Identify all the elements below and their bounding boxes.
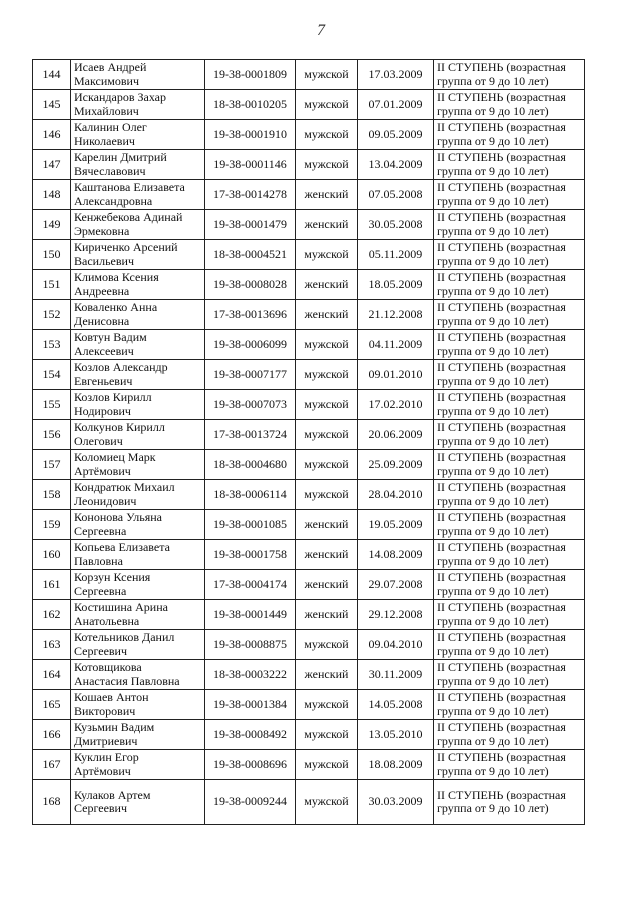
surname-given-name: Кузьмин Вадим [74,720,155,734]
gender: мужской [296,60,358,90]
row-number: 162 [33,600,71,630]
participant-name [71,150,205,180]
birth-date: 19.05.2009 [358,510,434,540]
patronymic: Александровна [74,193,153,208]
table-row [33,180,585,210]
gender: мужской [296,750,358,780]
patronymic: Денисовна [74,313,130,328]
patronymic: Артёмович [74,463,131,478]
stage-line-2: группа от 9 до 10 лет) [437,801,549,815]
table-row [33,600,585,630]
gender: мужской [296,630,358,660]
participant-name [71,180,205,210]
row-number: 149 [33,210,71,240]
stage-line-1: II СТУПЕНЬ (возрастная [437,330,566,344]
row-number: 151 [33,270,71,300]
stage-description [434,120,585,150]
gender: мужской [296,240,358,270]
table-row [33,450,585,480]
stage-line-1: II СТУПЕНЬ (возрастная [437,270,566,284]
participant-name [71,660,205,690]
surname-given-name: Искандаров Захар [74,90,166,104]
patronymic: Викторович [74,703,136,718]
surname-given-name: Коломиец Марк [74,450,156,464]
patronymic: Леонидович [74,493,137,508]
table-row [33,480,585,510]
stage-line-1: II СТУПЕНЬ (возрастная [437,690,566,704]
uin-number: 19-38-0001384 [205,690,296,720]
stage-description [434,630,585,660]
stage-description [434,510,585,540]
row-number: 154 [33,360,71,390]
patronymic: Андреевна [74,283,130,298]
uin-number: 19-38-0001758 [205,540,296,570]
birth-date: 14.05.2008 [358,690,434,720]
gender: мужской [296,390,358,420]
surname-given-name: Кошаев Антон [74,690,149,704]
uin-number: 19-38-0006099 [205,330,296,360]
row-number: 168 [33,780,71,825]
gender: мужской [296,150,358,180]
stage-line-2: группа от 9 до 10 лет) [437,313,549,328]
birth-date: 07.01.2009 [358,90,434,120]
uin-number: 19-38-0001809 [205,60,296,90]
stage-description [434,750,585,780]
gender: мужской [296,480,358,510]
uin-number: 19-38-0001479 [205,210,296,240]
gender: мужской [296,360,358,390]
surname-given-name: Кононова Ульяна [74,510,162,524]
row-number: 160 [33,540,71,570]
gender: женский [296,180,358,210]
stage-line-2: группа от 9 до 10 лет) [437,163,549,178]
stage-line-2: группа от 9 до 10 лет) [437,553,549,568]
uin-number: 19-38-0001449 [205,600,296,630]
uin-number: 19-38-0001146 [205,150,296,180]
patronymic: Эрмековна [74,223,130,238]
participant-name [71,90,205,120]
table-row [33,330,585,360]
stage-line-1: II СТУПЕНЬ (возрастная [437,210,566,224]
patronymic: Евгеньевич [74,373,133,388]
patronymic: Анатольевна [74,613,140,628]
surname-given-name: Колкунов Кирилл [74,420,165,434]
surname-given-name: Котельников Данил [74,630,175,644]
row-number: 155 [33,390,71,420]
row-number: 145 [33,90,71,120]
participant-name [71,360,205,390]
uin-number: 18-38-0004521 [205,240,296,270]
birth-date: 30.11.2009 [358,660,434,690]
stage-description [434,720,585,750]
stage-line-2: группа от 9 до 10 лет) [437,493,549,508]
participant-name [71,750,205,780]
stage-line-2: группа от 9 до 10 лет) [437,403,549,418]
birth-date: 21.12.2008 [358,300,434,330]
gender: мужской [296,120,358,150]
participant-name [71,600,205,630]
gender: мужской [296,690,358,720]
uin-number: 18-38-0006114 [205,480,296,510]
stage-line-1: II СТУПЕНЬ (возрастная [437,750,566,764]
row-number: 150 [33,240,71,270]
table-row [33,570,585,600]
birth-date: 14.08.2009 [358,540,434,570]
birth-date: 25.09.2009 [358,450,434,480]
birth-date: 09.04.2010 [358,630,434,660]
gender: мужской [296,330,358,360]
row-number: 165 [33,690,71,720]
stage-line-2: группа от 9 до 10 лет) [437,373,549,388]
uin-number: 18-38-0003222 [205,660,296,690]
participant-name [71,690,205,720]
stage-line-2: группа от 9 до 10 лет) [437,133,549,148]
patronymic: Сергеевич [74,801,128,815]
row-number: 157 [33,450,71,480]
surname-given-name: Костишина Арина [74,600,168,614]
table-row [33,90,585,120]
participant-name [71,120,205,150]
participant-name [71,60,205,90]
participant-name [71,720,205,750]
row-number: 152 [33,300,71,330]
patronymic: Сергеевич [74,643,128,658]
stage-line-2: группа от 9 до 10 лет) [437,253,549,268]
stage-line-2: группа от 9 до 10 лет) [437,583,549,598]
participant-name [71,330,205,360]
stage-line-1: II СТУПЕНЬ (возрастная [437,180,566,194]
table-row [33,360,585,390]
stage-description [434,690,585,720]
stage-description [434,480,585,510]
birth-date: 17.02.2010 [358,390,434,420]
surname-given-name: Кенжебекова Адинай [74,210,183,224]
stage-line-1: II СТУПЕНЬ (возрастная [437,240,566,254]
row-number: 166 [33,720,71,750]
uin-number: 19-38-0008696 [205,750,296,780]
birth-date: 07.05.2008 [358,180,434,210]
stage-line-2: группа от 9 до 10 лет) [437,103,549,118]
stage-line-2: группа от 9 до 10 лет) [437,613,549,628]
surname-given-name: Кулаков Артем [74,787,151,802]
row-number: 159 [33,510,71,540]
table-row [33,390,585,420]
gender: женский [296,540,358,570]
patronymic: Михайлович [74,103,139,118]
stage-line-1: II СТУПЕНЬ (возрастная [437,660,566,674]
row-number: 167 [33,750,71,780]
stage-description [434,540,585,570]
stage-line-2: группа от 9 до 10 лет) [437,643,549,658]
stage-description [434,270,585,300]
stage-line-1: II СТУПЕНЬ (возрастная [437,60,566,74]
gender: мужской [296,420,358,450]
table-row [33,270,585,300]
stage-line-2: группа от 9 до 10 лет) [437,193,549,208]
patronymic: Нодирович [74,403,131,418]
table-row [33,750,585,780]
participant-name [71,780,205,825]
stage-line-1: II СТУПЕНЬ (возрастная [437,480,566,494]
birth-date: 29.12.2008 [358,600,434,630]
birth-date: 04.11.2009 [358,330,434,360]
row-number: 144 [33,60,71,90]
row-number: 161 [33,570,71,600]
stage-line-1: II СТУПЕНЬ (возрастная [437,390,566,404]
surname-given-name: Исаев Андрей [74,60,147,74]
gender: женский [296,570,358,600]
row-number: 147 [33,150,71,180]
uin-number: 17-38-0013696 [205,300,296,330]
stage-line-2: группа от 9 до 10 лет) [437,463,549,478]
surname-given-name: Ковтун Вадим [74,330,147,344]
stage-description [434,660,585,690]
uin-number: 17-38-0004174 [205,570,296,600]
surname-given-name: Копьева Елизавета [74,540,170,554]
stage-description [434,600,585,630]
surname-given-name: Кириченко Арсений [74,240,178,254]
gender: женский [296,210,358,240]
gender: мужской [296,450,358,480]
table-row [33,660,585,690]
table-row [33,210,585,240]
participant-name [71,300,205,330]
stage-line-1: II СТУПЕНЬ (возрастная [437,570,566,584]
stage-line-1: II СТУПЕНЬ (возрастная [437,360,566,374]
surname-given-name: Котовщикова [74,660,142,674]
patronymic: Вячеславович [74,163,146,178]
uin-number: 19-38-0001910 [205,120,296,150]
page-number: 7 [317,22,325,39]
patronymic: Анастасия Павловна [74,673,180,688]
stage-description [434,210,585,240]
stage-line-1: II СТУПЕНЬ (возрастная [437,720,566,734]
birth-date: 17.03.2009 [358,60,434,90]
uin-number: 19-38-0008492 [205,720,296,750]
uin-number: 19-38-0007073 [205,390,296,420]
stage-line-1: II СТУПЕНЬ (возрастная [437,787,566,802]
patronymic: Максимович [74,73,139,88]
stage-description [434,420,585,450]
gender: мужской [296,780,358,825]
stage-line-1: II СТУПЕНЬ (возрастная [437,90,566,104]
surname-given-name: Климова Ксения [74,270,159,284]
birth-date: 20.06.2009 [358,420,434,450]
stage-description [434,390,585,420]
roster-body [33,60,585,825]
stage-line-2: группа от 9 до 10 лет) [437,73,549,88]
uin-number: 17-38-0013724 [205,420,296,450]
participant-name [71,450,205,480]
row-number: 163 [33,630,71,660]
participant-name [71,570,205,600]
table-row [33,540,585,570]
table-row [33,120,585,150]
table-row [33,690,585,720]
stage-line-1: II СТУПЕНЬ (возрастная [437,150,566,164]
stage-line-1: II СТУПЕНЬ (возрастная [437,630,566,644]
stage-line-1: II СТУПЕНЬ (возрастная [437,540,566,554]
birth-date: 09.01.2010 [358,360,434,390]
gender: женский [296,510,358,540]
surname-given-name: Кондратюк Михаил [74,480,175,494]
birth-date: 09.05.2009 [358,120,434,150]
patronymic: Васильевич [74,253,134,268]
table-row [33,780,585,825]
gender: женский [296,660,358,690]
surname-given-name: Коваленко Анна [74,300,158,314]
participant-name [71,420,205,450]
birth-date: 05.11.2009 [358,240,434,270]
stage-description [434,60,585,90]
gender: женский [296,270,358,300]
birth-date: 18.05.2009 [358,270,434,300]
patronymic: Артёмович [74,763,131,778]
row-number: 156 [33,420,71,450]
stage-description [434,150,585,180]
row-number: 164 [33,660,71,690]
table-row [33,510,585,540]
uin-number: 19-38-0009244 [205,780,296,825]
stage-description [434,780,585,825]
stage-description [434,360,585,390]
surname-given-name: Куклин Егор [74,750,139,764]
patronymic: Олегович [74,433,123,448]
stage-description [434,90,585,120]
participant-name [71,510,205,540]
birth-date: 13.05.2010 [358,720,434,750]
stage-line-2: группа от 9 до 10 лет) [437,703,549,718]
stage-line-2: группа от 9 до 10 лет) [437,283,549,298]
surname-given-name: Козлов Кирилл [74,390,152,404]
patronymic: Сергеевна [74,523,127,538]
gender: женский [296,600,358,630]
stage-line-2: группа от 9 до 10 лет) [437,343,549,358]
participant-name [71,390,205,420]
stage-description [434,450,585,480]
patronymic: Алексеевич [74,343,134,358]
patronymic: Дмитриевич [74,733,138,748]
participant-name [71,270,205,300]
roster-table [32,59,585,825]
table-row [33,630,585,660]
uin-number: 18-38-0004680 [205,450,296,480]
surname-given-name: Каштанова Елизавета [74,180,185,194]
birth-date: 13.04.2009 [358,150,434,180]
patronymic: Павловна [74,553,123,568]
participant-name [71,240,205,270]
stage-line-1: II СТУПЕНЬ (возрастная [437,510,566,524]
participant-name [71,630,205,660]
surname-given-name: Карелин Дмитрий [74,150,167,164]
uin-number: 17-38-0014278 [205,180,296,210]
surname-given-name: Корзун Ксения [74,570,151,584]
birth-date: 30.03.2009 [358,780,434,825]
uin-number: 19-38-0008875 [205,630,296,660]
gender: мужской [296,90,358,120]
stage-line-2: группа от 9 до 10 лет) [437,733,549,748]
stage-description [434,300,585,330]
uin-number: 19-38-0008028 [205,270,296,300]
stage-line-2: группа от 9 до 10 лет) [437,223,549,238]
birth-date: 29.07.2008 [358,570,434,600]
stage-line-2: группа от 9 до 10 лет) [437,763,549,778]
stage-description [434,180,585,210]
stage-description [434,240,585,270]
table-row [33,720,585,750]
table-row [33,60,585,90]
stage-description [434,330,585,360]
stage-line-1: II СТУПЕНЬ (возрастная [437,600,566,614]
participant-name [71,540,205,570]
birth-date: 18.08.2009 [358,750,434,780]
birth-date: 30.05.2008 [358,210,434,240]
surname-given-name: Калинин Олег [74,120,147,134]
table-row [33,240,585,270]
stage-line-1: II СТУПЕНЬ (возрастная [437,120,566,134]
stage-line-2: группа от 9 до 10 лет) [437,673,549,688]
patronymic: Николаевич [74,133,135,148]
uin-number: 19-38-0001085 [205,510,296,540]
birth-date: 28.04.2010 [358,480,434,510]
stage-line-2: группа от 9 до 10 лет) [437,523,549,538]
table-row [33,150,585,180]
row-number: 153 [33,330,71,360]
stage-line-1: II СТУПЕНЬ (возрастная [437,450,566,464]
patronymic: Сергеевна [74,583,127,598]
stage-line-1: II СТУПЕНЬ (возрастная [437,420,566,434]
row-number: 146 [33,120,71,150]
stage-line-1: II СТУПЕНЬ (возрастная [437,300,566,314]
table-row [33,420,585,450]
uin-number: 19-38-0007177 [205,360,296,390]
surname-given-name: Козлов Александр [74,360,168,374]
uin-number: 18-38-0010205 [205,90,296,120]
gender: мужской [296,720,358,750]
row-number: 148 [33,180,71,210]
stage-description [434,570,585,600]
table-row [33,300,585,330]
gender: женский [296,300,358,330]
participant-name [71,480,205,510]
participant-name [71,210,205,240]
stage-line-2: группа от 9 до 10 лет) [437,433,549,448]
row-number: 158 [33,480,71,510]
